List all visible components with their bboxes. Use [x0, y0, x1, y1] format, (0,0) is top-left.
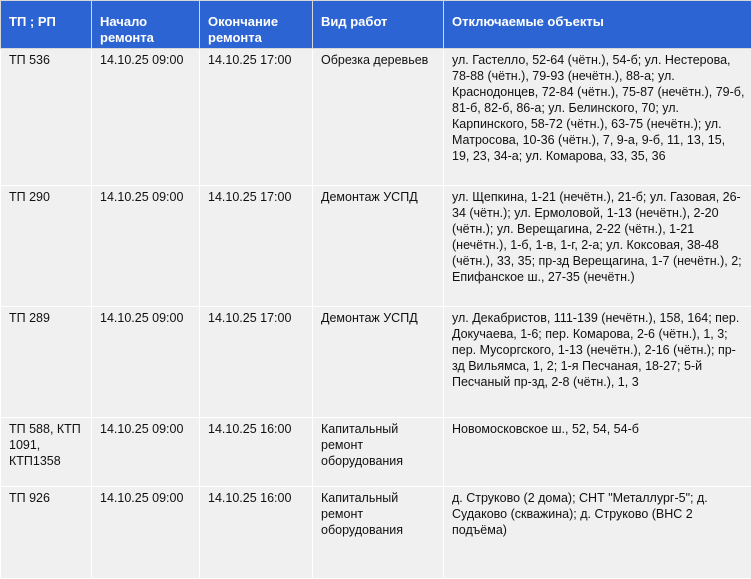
table-header [1, 1, 751, 49]
header-start: Начало ремонта [92, 1, 200, 49]
cell-objects: д. Струково (2 дома); СНТ "Металлург-5"; д. Судаково (скважина); д. Струково (ВНС 2 подъёма) [444, 487, 751, 579]
cell-tp: ТП 290 [1, 186, 92, 307]
cell-objects: ул. Декабристов, 111-139 (нечётн.), 158, 164; пер. Докучаева, 1-6; пер. Комарова, 2-6 (чётн.), 1, 3; пер. Мусоргского, 1-13 (нечётн.), 2-16 (чётн.); пр-зд Вильямса, 1, 2; 1-я Песчаная, 18-27; 5-й Песчаный пр-зд, 2-8 (чётн.), 1, 3 [444, 307, 751, 418]
cell-tp: ТП 289 [1, 307, 92, 418]
header-row [1, 1, 751, 49]
cell-objects: ул. Щепкина, 1-21 (нечётн.), 21-б; ул. Газовая, 26-34 (чётн.); ул. Ермоловой, 1-13 (нечётн.), 2-20 (чётн.); ул. Верещагина, 2-22 (чётн.), 1-21 (нечётн.), 1-б, 1-в, 1-г, 2-а; ул. Коксовая, 38-48 (чётн.), 33, 35; пр-зд Верещагина, 1-7 (нечётн.), 2; Епифанское ш., 27-35 (нечётн.) [444, 186, 751, 307]
cell-objects: ул. Гастелло, 52-64 (чётн.), 54-б; ул. Нестерова, 78-88 (чётн.), 79-93 (нечётн.), 88-а; ул. Краснодонцев, 72-84 (чётн.), 75-87 (нечётн.), 79-б, 81-б, 82-б, 86-а; ул. Белинского, 70; ул. Карпинского, 58-72 (чётн.), 63-75 (нечётн.); ул. Матросова, 10-36 (чётн.), 7, 9-а, 9-б, 11, 13, 15, 19, 23, 34-а; ул. Комарова, 33, 35, 36 [444, 49, 751, 186]
cell-work-type: Демонтаж УСПД [313, 186, 444, 307]
cell-work-type: Демонтаж УСПД [313, 307, 444, 418]
cell-work-type: Капитальный ремонт оборудования [313, 418, 444, 487]
cell-work-type: Капитальный ремонт оборудования [313, 487, 444, 579]
table-row [1, 487, 751, 579]
cell-end: 14.10.25 16:00 [200, 487, 313, 579]
header-tp: ТП ; РП [1, 1, 92, 49]
cell-start: 14.10.25 09:00 [92, 487, 200, 579]
cell-objects: Новомосковское ш., 52, 54, 54-б [444, 418, 751, 487]
table-row [1, 418, 751, 487]
table-row [1, 307, 751, 418]
cell-tp: ТП 588, КТП 1091, КТП1358 [1, 418, 92, 487]
table-row [1, 186, 751, 307]
cell-end: 14.10.25 16:00 [200, 418, 313, 487]
cell-start: 14.10.25 09:00 [92, 186, 200, 307]
cell-end: 14.10.25 17:00 [200, 307, 313, 418]
cell-work-type: Обрезка деревьев [313, 49, 444, 186]
table-row [1, 49, 751, 186]
cell-start: 14.10.25 09:00 [92, 307, 200, 418]
cell-start: 14.10.25 09:00 [92, 49, 200, 186]
header-work-type: Вид работ [313, 1, 444, 49]
header-end: Окончание ремонта [200, 1, 313, 49]
header-objects: Отключаемые объекты [444, 1, 751, 49]
cell-end: 14.10.25 17:00 [200, 186, 313, 307]
cell-tp: ТП 926 [1, 487, 92, 579]
cell-tp: ТП 536 [1, 49, 92, 186]
table-body [1, 49, 751, 579]
cell-start: 14.10.25 09:00 [92, 418, 200, 487]
cell-end: 14.10.25 17:00 [200, 49, 313, 186]
